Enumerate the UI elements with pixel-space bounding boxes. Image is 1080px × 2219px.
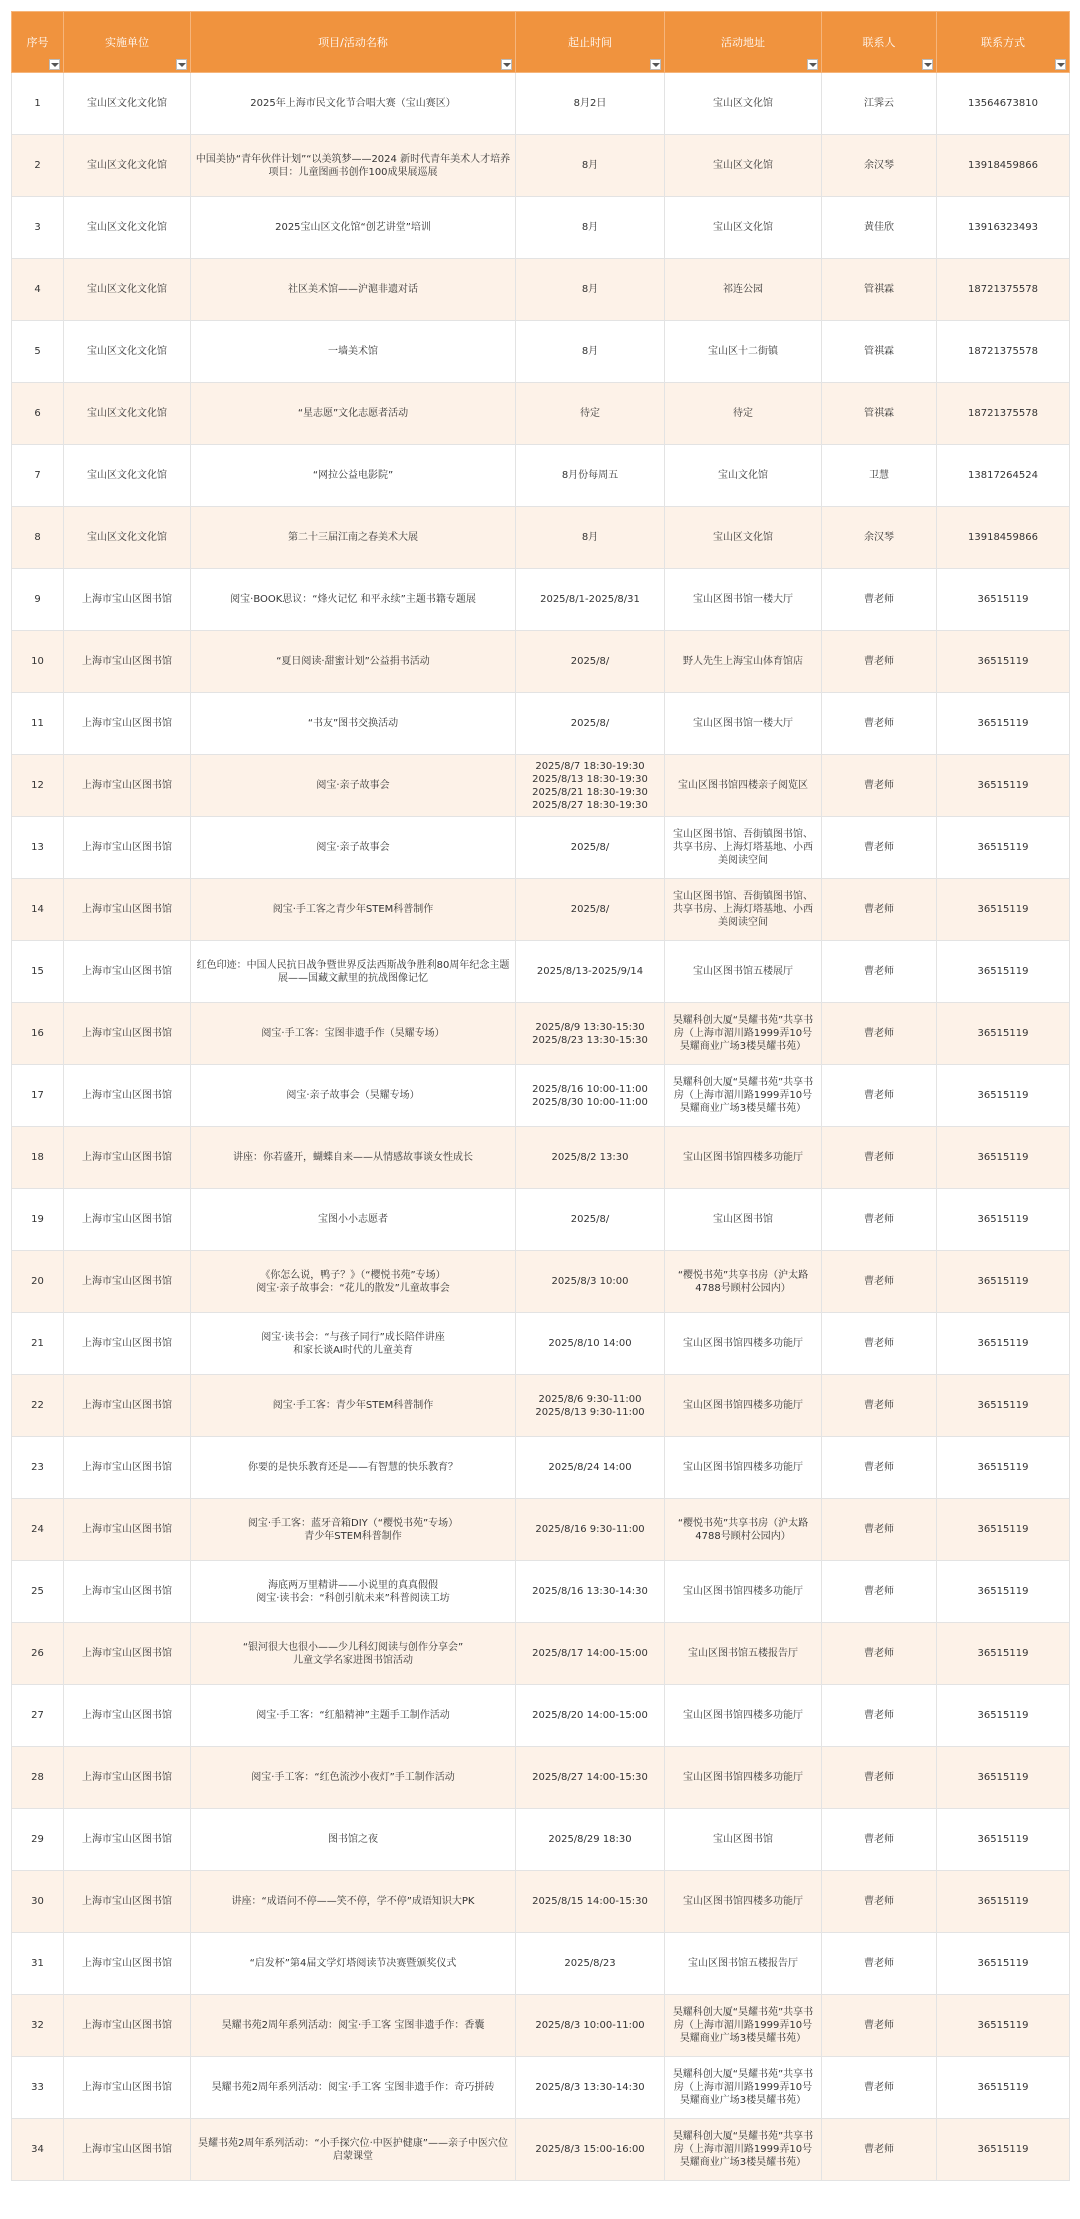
col-organizer-cell: 上海市宝山区图书馆	[64, 631, 191, 693]
table-row	[12, 1127, 1070, 1189]
table-row	[12, 1623, 1070, 1685]
col-time-cell: 2025/8/17 14:00-15:00	[516, 1623, 665, 1685]
col-activity-name-cell: 《你怎么说，鸭子？》（“樱悦书苑”专场） 阅宝·亲子故事会：“花儿的散发”儿童故事会	[191, 1251, 516, 1313]
col-activity-name-cell: 图书馆之夜	[191, 1809, 516, 1871]
col-contact-person-cell: 曹老师	[822, 1499, 937, 1561]
col-organizer-cell: 上海市宝山区图书馆	[64, 879, 191, 941]
col-organizer-cell: 上海市宝山区图书馆	[64, 1623, 191, 1685]
col-contact-person-cell: 管祺霖	[822, 321, 937, 383]
col-activity-name-cell: “书友”图书交换活动	[191, 693, 516, 755]
col-activity-name-cell: “夏日阅读·甜蜜计划”公益捐书活动	[191, 631, 516, 693]
col-location-cell: 宝山区图书馆四楼多功能厅	[665, 1561, 822, 1623]
col-index-cell: 3	[12, 197, 64, 259]
col-contact-person-cell: 曹老师	[822, 1127, 937, 1189]
col-location-cell: 宝山区图书馆四楼多功能厅	[665, 1127, 822, 1189]
col-location-cell: 宝山区图书馆五楼报告厅	[665, 1933, 822, 1995]
col-activity-name-cell: 第二十三届江南之春美术大展	[191, 507, 516, 569]
header-col-index	[12, 12, 64, 73]
col-index-cell: 11	[12, 693, 64, 755]
col-contact-person-cell: 曹老师	[822, 1685, 937, 1747]
table-body	[12, 73, 1070, 2181]
col-index-cell: 25	[12, 1561, 64, 1623]
col-organizer-cell: 宝山区文化文化馆	[64, 507, 191, 569]
filter-dropdown-icon[interactable]	[807, 59, 818, 70]
col-location-cell: 宝山区图书馆四楼多功能厅	[665, 1747, 822, 1809]
col-time-cell: 待定	[516, 383, 665, 445]
col-contact-phone-cell: 36515119	[937, 1995, 1070, 2057]
col-organizer-cell: 宝山区文化文化馆	[64, 259, 191, 321]
col-time-cell: 8月	[516, 259, 665, 321]
col-contact-phone-cell: 36515119	[937, 1189, 1070, 1251]
col-location-cell: 宝山区图书馆	[665, 1189, 822, 1251]
col-location-cell: 昊耀科创大厦“昊耀书苑”共享书房（上海市湄川路1999弄10号昊耀商业广场3楼昊耀书苑）	[665, 1065, 822, 1127]
col-organizer-cell: 上海市宝山区图书馆	[64, 1747, 191, 1809]
col-organizer-cell: 上海市宝山区图书馆	[64, 1933, 191, 1995]
col-activity-name-cell: 中国美协“青年伙伴计划”“以美筑梦——2024 新时代青年美术人才培养项目：儿童图画书创作100成果展巡展	[191, 135, 516, 197]
col-activity-name-cell: 讲座：“成语问不停——笑不停，学不停”成语知识大PK	[191, 1871, 516, 1933]
col-contact-phone-cell: 36515119	[937, 1933, 1070, 1995]
header-row	[12, 12, 1070, 73]
table-row	[12, 1871, 1070, 1933]
col-index-cell: 2	[12, 135, 64, 197]
col-organizer-cell: 上海市宝山区图书馆	[64, 1251, 191, 1313]
col-contact-person-cell: 曹老师	[822, 569, 937, 631]
header-label: 活动地址	[721, 36, 765, 49]
col-contact-person-cell: 曹老师	[822, 631, 937, 693]
col-location-cell: 宝山区图书馆一楼大厅	[665, 693, 822, 755]
col-time-cell: 8月	[516, 507, 665, 569]
col-location-cell: 宝山区图书馆	[665, 1809, 822, 1871]
header-col-contact-person	[822, 12, 937, 73]
header-col-contact-phone	[937, 12, 1070, 73]
table-row	[12, 135, 1070, 197]
col-contact-phone-cell: 36515119	[937, 1003, 1070, 1065]
col-contact-phone-cell: 36515119	[937, 1623, 1070, 1685]
col-organizer-cell: 上海市宝山区图书馆	[64, 1437, 191, 1499]
table-row	[12, 569, 1070, 631]
col-location-cell: 宝山区图书馆五楼展厅	[665, 941, 822, 1003]
col-location-cell: “樱悦书苑”共享书房（沪太路4788号顾村公园内）	[665, 1499, 822, 1561]
col-index-cell: 34	[12, 2119, 64, 2181]
col-index-cell: 1	[12, 73, 64, 135]
col-location-cell: 昊耀科创大厦“昊耀书苑”共享书房（上海市湄川路1999弄10号昊耀商业广场3楼昊耀书苑）	[665, 1003, 822, 1065]
col-index-cell: 22	[12, 1375, 64, 1437]
col-activity-name-cell: 阅宝·亲子故事会（昊耀专场）	[191, 1065, 516, 1127]
col-time-cell: 2025/8/29 18:30	[516, 1809, 665, 1871]
table-row	[12, 1251, 1070, 1313]
col-contact-person-cell: 曹老师	[822, 1375, 937, 1437]
col-contact-person-cell: 曹老师	[822, 1747, 937, 1809]
col-contact-phone-cell: 36515119	[937, 569, 1070, 631]
col-activity-name-cell: 阅宝·手工客：青少年STEM科普制作	[191, 1375, 516, 1437]
col-organizer-cell: 上海市宝山区图书馆	[64, 1871, 191, 1933]
col-contact-phone-cell: 36515119	[937, 2057, 1070, 2119]
table-row	[12, 1499, 1070, 1561]
col-index-cell: 30	[12, 1871, 64, 1933]
table-row	[12, 1933, 1070, 1995]
filter-dropdown-icon[interactable]	[176, 59, 187, 70]
col-activity-name-cell: “启发杯”第4届文学灯塔阅读节决赛暨颁奖仪式	[191, 1933, 516, 1995]
col-contact-phone-cell: 36515119	[937, 817, 1070, 879]
col-activity-name-cell: 阅宝·BOOK思议：“烽火记忆 和平永续”主题书籍专题展	[191, 569, 516, 631]
col-activity-name-cell: 阅宝·手工客：“红船精神”主题手工制作活动	[191, 1685, 516, 1747]
col-location-cell: 宝山区图书馆五楼报告厅	[665, 1623, 822, 1685]
col-location-cell: 野人先生上海宝山体育馆店	[665, 631, 822, 693]
col-activity-name-cell: 阅宝·手工客：蓝牙音箱DIY（“樱悦书苑”专场） 青少年STEM科普制作	[191, 1499, 516, 1561]
col-contact-phone-cell: 13918459866	[937, 135, 1070, 197]
col-activity-name-cell: 昊耀书苑2周年系列活动：“小手探穴位·中医护健康”——亲子中医穴位启蒙课堂	[191, 2119, 516, 2181]
table-row	[12, 1995, 1070, 2057]
table-row	[12, 693, 1070, 755]
col-time-cell: 8月份每周五	[516, 445, 665, 507]
header-col-location	[665, 12, 822, 73]
col-organizer-cell: 上海市宝山区图书馆	[64, 1809, 191, 1871]
table-row	[12, 1375, 1070, 1437]
col-index-cell: 12	[12, 755, 64, 817]
col-organizer-cell: 上海市宝山区图书馆	[64, 817, 191, 879]
col-time-cell: 8月	[516, 197, 665, 259]
table-row	[12, 73, 1070, 135]
col-location-cell: 宝山区图书馆四楼多功能厅	[665, 1313, 822, 1375]
table-row	[12, 755, 1070, 817]
col-activity-name-cell: 海底两万里精讲——小说里的真真假假 阅宝·读书会：“科创引航未来”科普阅读工坊	[191, 1561, 516, 1623]
col-location-cell: 昊耀科创大厦“昊耀书苑”共享书房（上海市湄川路1999弄10号昊耀商业广场3楼昊耀书苑）	[665, 2057, 822, 2119]
col-time-cell: 2025/8/23	[516, 1933, 665, 1995]
col-time-cell: 8月2日	[516, 73, 665, 135]
col-location-cell: 宝山区图书馆四楼多功能厅	[665, 1685, 822, 1747]
col-contact-phone-cell: 18721375578	[937, 259, 1070, 321]
col-organizer-cell: 上海市宝山区图书馆	[64, 2119, 191, 2181]
col-time-cell: 2025/8/3 15:00-16:00	[516, 2119, 665, 2181]
col-time-cell: 2025/8/	[516, 693, 665, 755]
col-activity-name-cell: “网拉公益电影院”	[191, 445, 516, 507]
col-organizer-cell: 上海市宝山区图书馆	[64, 1003, 191, 1065]
col-time-cell: 2025/8/2 13:30	[516, 1127, 665, 1189]
col-location-cell: 宝山区图书馆四楼多功能厅	[665, 1375, 822, 1437]
col-activity-name-cell: 阅宝·手工客之青少年STEM科普制作	[191, 879, 516, 941]
col-contact-phone-cell: 36515119	[937, 1809, 1070, 1871]
col-contact-person-cell: 曹老师	[822, 1933, 937, 1995]
col-activity-name-cell: 阅宝·读书会：“与孩子同行”成长陪伴讲座 和家长谈AI时代的儿童美育	[191, 1313, 516, 1375]
filter-dropdown-icon[interactable]	[49, 59, 60, 70]
col-organizer-cell: 上海市宝山区图书馆	[64, 1189, 191, 1251]
col-organizer-cell: 上海市宝山区图书馆	[64, 1561, 191, 1623]
col-contact-phone-cell: 18721375578	[937, 321, 1070, 383]
col-index-cell: 18	[12, 1127, 64, 1189]
col-time-cell: 2025/8/	[516, 631, 665, 693]
col-contact-phone-cell: 36515119	[937, 1127, 1070, 1189]
col-activity-name-cell: 阅宝·手工客：宝图非遗手作（昊耀专场）	[191, 1003, 516, 1065]
col-contact-phone-cell: 36515119	[937, 879, 1070, 941]
col-index-cell: 33	[12, 2057, 64, 2119]
col-index-cell: 6	[12, 383, 64, 445]
col-organizer-cell: 上海市宝山区图书馆	[64, 1499, 191, 1561]
col-index-cell: 4	[12, 259, 64, 321]
col-contact-phone-cell: 13817264524	[937, 445, 1070, 507]
col-contact-phone-cell: 36515119	[937, 1685, 1070, 1747]
table-row	[12, 1065, 1070, 1127]
col-contact-phone-cell: 13564673810	[937, 73, 1070, 135]
col-contact-person-cell: 曹老师	[822, 1561, 937, 1623]
col-location-cell: 祁连公园	[665, 259, 822, 321]
col-location-cell: 宝山区图书馆四楼亲子阅览区	[665, 755, 822, 817]
col-location-cell: 宝山区图书馆、吾街镇图书馆、共享书房、上海灯塔基地、小西美阅读空间	[665, 817, 822, 879]
col-contact-person-cell: 曹老师	[822, 755, 937, 817]
col-contact-person-cell: 江霁云	[822, 73, 937, 135]
col-time-cell: 2025/8/	[516, 1189, 665, 1251]
col-contact-person-cell: 余汉琴	[822, 135, 937, 197]
col-contact-phone-cell: 36515119	[937, 1065, 1070, 1127]
col-contact-person-cell: 曹老师	[822, 2119, 937, 2181]
col-index-cell: 26	[12, 1623, 64, 1685]
col-time-cell: 2025/8/27 14:00-15:30	[516, 1747, 665, 1809]
table-row	[12, 1809, 1070, 1871]
table-row	[12, 1437, 1070, 1499]
col-contact-phone-cell: 13916323493	[937, 197, 1070, 259]
col-time-cell: 2025/8/3 10:00-11:00	[516, 1995, 665, 2057]
col-index-cell: 8	[12, 507, 64, 569]
col-organizer-cell: 上海市宝山区图书馆	[64, 1375, 191, 1437]
table-row	[12, 1561, 1070, 1623]
col-contact-phone-cell: 36515119	[937, 941, 1070, 1003]
col-index-cell: 29	[12, 1809, 64, 1871]
col-contact-person-cell: 曹老师	[822, 2057, 937, 2119]
activity-table	[11, 11, 1070, 2181]
col-index-cell: 31	[12, 1933, 64, 1995]
table-row	[12, 383, 1070, 445]
col-organizer-cell: 上海市宝山区图书馆	[64, 941, 191, 1003]
filter-dropdown-icon[interactable]	[501, 59, 512, 70]
col-organizer-cell: 上海市宝山区图书馆	[64, 1127, 191, 1189]
col-organizer-cell: 上海市宝山区图书馆	[64, 1313, 191, 1375]
col-contact-person-cell: 曹老师	[822, 693, 937, 755]
col-index-cell: 5	[12, 321, 64, 383]
col-activity-name-cell: 宝图小小志愿者	[191, 1189, 516, 1251]
table-row	[12, 1313, 1070, 1375]
col-time-cell: 2025/8/3 13:30-14:30	[516, 2057, 665, 2119]
col-contact-person-cell: 曹老师	[822, 1623, 937, 1685]
col-contact-phone-cell: 36515119	[937, 1251, 1070, 1313]
table-row	[12, 507, 1070, 569]
col-index-cell: 21	[12, 1313, 64, 1375]
col-location-cell: “樱悦书苑”共享书房（沪太路4788号顾村公园内）	[665, 1251, 822, 1313]
col-time-cell: 2025/8/16 9:30-11:00	[516, 1499, 665, 1561]
col-activity-name-cell: 昊耀书苑2周年系列活动：阅宝·手工客 宝图非遗手作：香囊	[191, 1995, 516, 2057]
col-time-cell: 2025/8/10 14:00	[516, 1313, 665, 1375]
col-organizer-cell: 宝山区文化文化馆	[64, 197, 191, 259]
table-row	[12, 879, 1070, 941]
col-organizer-cell: 宝山区文化文化馆	[64, 383, 191, 445]
col-index-cell: 24	[12, 1499, 64, 1561]
col-contact-phone-cell: 36515119	[937, 1561, 1070, 1623]
filter-dropdown-icon[interactable]	[922, 59, 933, 70]
col-contact-person-cell: 管祺霖	[822, 259, 937, 321]
header-label: 序号	[26, 36, 49, 49]
col-location-cell: 昊耀科创大厦“昊耀书苑”共享书房（上海市湄川路1999弄10号昊耀商业广场3楼昊耀书苑）	[665, 2119, 822, 2181]
col-contact-phone-cell: 36515119	[937, 755, 1070, 817]
col-organizer-cell: 上海市宝山区图书馆	[64, 2057, 191, 2119]
header-label: 起止时间	[568, 36, 612, 49]
table-row	[12, 1189, 1070, 1251]
col-contact-person-cell: 曹老师	[822, 1313, 937, 1375]
header-label: 联系方式	[981, 36, 1025, 49]
col-time-cell: 2025/8/7 18:30-19:30 2025/8/13 18:30-19:30 2025/8/21 18:30-19:30 2025/8/27 18:30-19:30	[516, 755, 665, 817]
col-contact-phone-cell: 36515119	[937, 693, 1070, 755]
col-contact-person-cell: 曹老师	[822, 1065, 937, 1127]
col-time-cell: 2025/8/15 14:00-15:30	[516, 1871, 665, 1933]
col-contact-person-cell: 曹老师	[822, 1003, 937, 1065]
filter-dropdown-icon[interactable]	[1055, 59, 1066, 70]
col-index-cell: 15	[12, 941, 64, 1003]
table-row	[12, 2057, 1070, 2119]
col-time-cell: 2025/8/1-2025/8/31	[516, 569, 665, 631]
col-activity-name-cell: 阅宝·亲子故事会	[191, 755, 516, 817]
col-organizer-cell: 宝山区文化文化馆	[64, 321, 191, 383]
col-location-cell: 宝山文化馆	[665, 445, 822, 507]
col-contact-person-cell: 曹老师	[822, 1995, 937, 2057]
col-time-cell: 8月	[516, 135, 665, 197]
col-index-cell: 17	[12, 1065, 64, 1127]
col-contact-phone-cell: 18721375578	[937, 383, 1070, 445]
col-contact-phone-cell: 36515119	[937, 1375, 1070, 1437]
col-organizer-cell: 上海市宝山区图书馆	[64, 755, 191, 817]
col-organizer-cell: 宝山区文化文化馆	[64, 445, 191, 507]
col-time-cell: 2025/8/16 13:30-14:30	[516, 1561, 665, 1623]
col-contact-person-cell: 曹老师	[822, 1809, 937, 1871]
header-label: 项目/活动名称	[318, 36, 388, 49]
table-row	[12, 259, 1070, 321]
col-location-cell: 宝山区图书馆、吾街镇图书馆、共享书房、上海灯塔基地、小西美阅读空间	[665, 879, 822, 941]
col-index-cell: 13	[12, 817, 64, 879]
col-location-cell: 宝山区十二街镇	[665, 321, 822, 383]
col-contact-person-cell: 卫慧	[822, 445, 937, 507]
col-location-cell: 待定	[665, 383, 822, 445]
header-label: 实施单位	[105, 36, 149, 49]
col-organizer-cell: 宝山区文化文化馆	[64, 73, 191, 135]
col-contact-phone-cell: 36515119	[937, 631, 1070, 693]
col-activity-name-cell: 一墙美术馆	[191, 321, 516, 383]
col-activity-name-cell: 阅宝·亲子故事会	[191, 817, 516, 879]
col-activity-name-cell: 阅宝·手工客：“红色流沙小夜灯”手工制作活动	[191, 1747, 516, 1809]
col-contact-person-cell: 管祺霖	[822, 383, 937, 445]
col-contact-phone-cell: 13918459866	[937, 507, 1070, 569]
col-location-cell: 宝山区文化馆	[665, 135, 822, 197]
col-organizer-cell: 上海市宝山区图书馆	[64, 1685, 191, 1747]
col-activity-name-cell: “银河很大也很小——少儿科幻阅读与创作分享会” 儿童文学名家进图书馆活动	[191, 1623, 516, 1685]
col-contact-person-cell: 曹老师	[822, 1189, 937, 1251]
table-row	[12, 941, 1070, 1003]
col-index-cell: 32	[12, 1995, 64, 2057]
col-organizer-cell: 上海市宝山区图书馆	[64, 1995, 191, 2057]
table-row	[12, 1003, 1070, 1065]
col-time-cell: 2025/8/	[516, 879, 665, 941]
col-activity-name-cell: 2025宝山区文化馆“创艺讲堂”培训	[191, 197, 516, 259]
col-contact-phone-cell: 36515119	[937, 1871, 1070, 1933]
col-time-cell: 2025/8/16 10:00-11:00 2025/8/30 10:00-11:00	[516, 1065, 665, 1127]
col-index-cell: 23	[12, 1437, 64, 1499]
col-contact-person-cell: 曹老师	[822, 1437, 937, 1499]
table-row	[12, 445, 1070, 507]
col-location-cell: 宝山区文化馆	[665, 73, 822, 135]
table-row	[12, 197, 1070, 259]
table-row	[12, 631, 1070, 693]
col-time-cell: 2025/8/13-2025/9/14	[516, 941, 665, 1003]
col-contact-person-cell: 曹老师	[822, 817, 937, 879]
col-time-cell: 8月	[516, 321, 665, 383]
col-time-cell: 2025/8/	[516, 817, 665, 879]
col-contact-person-cell: 曹老师	[822, 1251, 937, 1313]
col-organizer-cell: 宝山区文化文化馆	[64, 135, 191, 197]
col-time-cell: 2025/8/24 14:00	[516, 1437, 665, 1499]
col-location-cell: 宝山区文化馆	[665, 507, 822, 569]
col-time-cell: 2025/8/6 9:30-11:00 2025/8/13 9:30-11:00	[516, 1375, 665, 1437]
col-index-cell: 27	[12, 1685, 64, 1747]
col-location-cell: 宝山区文化馆	[665, 197, 822, 259]
col-contact-phone-cell: 36515119	[937, 2119, 1070, 2181]
col-contact-person-cell: 曹老师	[822, 1871, 937, 1933]
col-activity-name-cell: 昊耀书苑2周年系列活动：阅宝·手工客 宝图非遗手作：奇巧拼砖	[191, 2057, 516, 2119]
col-organizer-cell: 上海市宝山区图书馆	[64, 569, 191, 631]
col-time-cell: 2025/8/3 10:00	[516, 1251, 665, 1313]
col-contact-phone-cell: 36515119	[937, 1747, 1070, 1809]
table-row	[12, 1685, 1070, 1747]
col-index-cell: 9	[12, 569, 64, 631]
col-index-cell: 16	[12, 1003, 64, 1065]
col-activity-name-cell: 讲座：你若盛开，蝴蝶自来——从情感故事谈女性成长	[191, 1127, 516, 1189]
col-activity-name-cell: 红色印迹：中国人民抗日战争暨世界反法西斯战争胜利80周年纪念主题展——国藏文献里的抗战图像记忆	[191, 941, 516, 1003]
col-organizer-cell: 上海市宝山区图书馆	[64, 1065, 191, 1127]
table-row	[12, 817, 1070, 879]
col-contact-phone-cell: 36515119	[937, 1313, 1070, 1375]
col-time-cell: 2025/8/20 14:00-15:00	[516, 1685, 665, 1747]
table-row	[12, 321, 1070, 383]
col-contact-person-cell: 曹老师	[822, 879, 937, 941]
col-contact-person-cell: 曹老师	[822, 941, 937, 1003]
header-col-organizer	[64, 12, 191, 73]
table-row	[12, 1747, 1070, 1809]
col-index-cell: 10	[12, 631, 64, 693]
col-activity-name-cell: 社区美术馆——沪滬非遗对话	[191, 259, 516, 321]
col-location-cell: 宝山区图书馆一楼大厅	[665, 569, 822, 631]
col-contact-person-cell: 余汉琴	[822, 507, 937, 569]
header-col-time	[516, 12, 665, 73]
col-organizer-cell: 上海市宝山区图书馆	[64, 693, 191, 755]
col-activity-name-cell: 2025年上海市民文化节合唱大赛（宝山赛区）	[191, 73, 516, 135]
col-index-cell: 20	[12, 1251, 64, 1313]
col-index-cell: 19	[12, 1189, 64, 1251]
col-index-cell: 14	[12, 879, 64, 941]
col-time-cell: 2025/8/9 13:30-15:30 2025/8/23 13:30-15:30	[516, 1003, 665, 1065]
col-activity-name-cell: 你要的是快乐教育还是——有智慧的快乐教育？	[191, 1437, 516, 1499]
col-contact-phone-cell: 36515119	[937, 1499, 1070, 1561]
col-contact-phone-cell: 36515119	[937, 1437, 1070, 1499]
header-col-activity-name	[191, 12, 516, 73]
col-location-cell: 宝山区图书馆四楼多功能厅	[665, 1871, 822, 1933]
table-row	[12, 2119, 1070, 2181]
col-index-cell: 28	[12, 1747, 64, 1809]
filter-dropdown-icon[interactable]	[650, 59, 661, 70]
col-index-cell: 7	[12, 445, 64, 507]
col-contact-person-cell: 黄佳欣	[822, 197, 937, 259]
header-label: 联系人	[862, 36, 896, 49]
col-location-cell: 宝山区图书馆四楼多功能厅	[665, 1437, 822, 1499]
col-activity-name-cell: “星志愿”文化志愿者活动	[191, 383, 516, 445]
col-location-cell: 昊耀科创大厦“昊耀书苑”共享书房（上海市湄川路1999弄10号昊耀商业广场3楼昊耀书苑）	[665, 1995, 822, 2057]
